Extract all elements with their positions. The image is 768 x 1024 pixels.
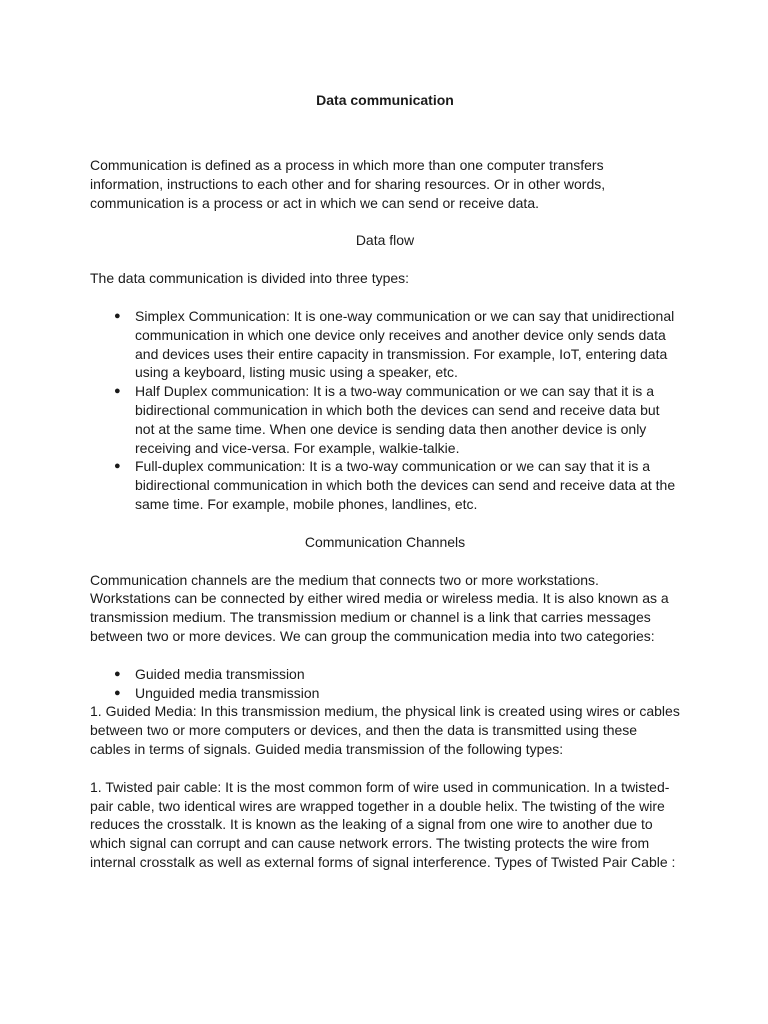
channel-types-list [90,665,680,703]
bullet-icon: ● [114,686,121,699]
bullet-icon: ● [114,385,121,398]
document-title: Data communication [316,92,454,108]
list-item [90,382,680,457]
intro-paragraph: Communication is defined as a process in which more than one computer transfers information, instructions to each other and for sharing resources. Or in other words, communication is a process or act in which we can send or receive data. [90,157,606,211]
data-flow-list [90,307,680,514]
channels-intro: Communication channels are the medium that connects two or more workstations. Workstations can be connected by either wired media or wireless media. It is also known as a transmission medium. The transmission medium or channel is a link that carries messages between two or more devices. We can group the communication media into two categories: [90,571,669,644]
list-item [90,684,680,703]
list-item [90,307,680,382]
document-page [90,88,680,872]
channels-heading: Communication Channels [304,533,466,550]
list-item [90,457,680,513]
bullet-icon: ● [114,460,121,473]
guided-media-paragraph: 1. Guided Media: In this transmission medium, the physical link is created using wires or cables between two or more computers or devices, and then the data is transmitted using these cables in terms of signals. Guided media transmission of the following types: [90,703,680,757]
bullet-icon: ● [114,667,121,680]
data-flow-heading: Data flow [355,232,415,249]
list-item-text: Simplex Communication: It is one-way communication or we can say that unidirectional communication in which one device only receives and another device only sends data and devices uses their entire capacity in transmission. For example, IoT, entering data using a keyboard, listing music using a speaker, etc. [135,307,675,381]
twisted-pair-paragraph: 1. Twisted pair cable: It is the most common form of wire used in communication. In a twisted-pair cable, two identical wires are wrapped together in a double helix. The twisting of the wire reduces the crosstalk. It is known as the leaking of a signal from one wire to another due to which signal can corrupt and can cause network errors. The twisting protects the wire from internal crosstalk as well as external forms of signal interference. Types of Twisted Pair Cable : [90,778,676,870]
list-item-text: Full-duplex communication: It is a two-way communication or we can say that it is a bidirectional communication in which both the devices can send and receive data at the same time. For example, mobile phones, landlines, etc. [135,458,676,512]
list-item-text: Half Duplex communication: It is a two-way communication or we can say that it is a bidirectional communication in which both the devices can send and receive data but not at the same time. When one device is sending data then another device is only receiving and vice-versa. For example, walkie-talkie. [135,383,660,456]
list-item-text: Guided media transmission [135,665,305,682]
bullet-icon: ● [114,309,121,322]
list-item-text: Unguided media transmission [135,684,320,701]
list-item [90,665,680,684]
data-flow-intro: The data communication is divided into three types: [90,270,410,287]
